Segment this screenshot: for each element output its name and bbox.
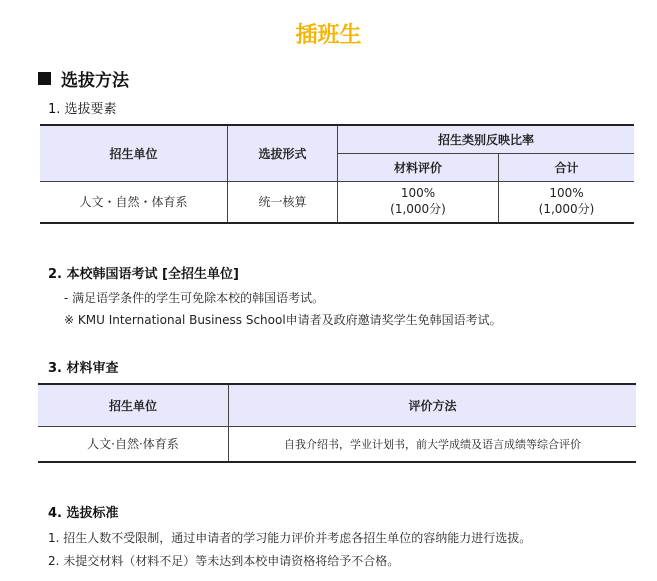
cell-material-score: (1,000分)	[390, 202, 446, 217]
table-row	[40, 181, 634, 223]
s3-heading: 3. 材料审查	[48, 361, 119, 376]
col-unit-header: 招生单位	[40, 125, 228, 181]
col-unit-header: 招生单位	[38, 384, 229, 426]
cell-unit: 人文・自然・体育系	[40, 181, 228, 223]
s2-line1: - 满足语学条件的学生可免除本校的韩国语考试。	[64, 291, 325, 305]
cell-method: 自我介绍书，学业计划书，前大学成绩及语言成绩等综合评价	[229, 426, 637, 462]
table-row	[38, 426, 636, 462]
s2-line2: ※ KMU International Business School申请者及政府邀请奖学生免韩国语考试。	[64, 313, 502, 327]
cell-unit: 人文·自然·体育系	[38, 426, 229, 462]
section-heading	[38, 66, 129, 91]
s1-heading: 1. 选拔要素	[48, 102, 117, 117]
col-ratio-header: 招生类别反映比率	[338, 125, 635, 153]
cell-total-pct: 100%	[549, 186, 584, 201]
selection-elements-table	[40, 124, 634, 224]
page-title: 插班生	[295, 23, 362, 48]
cell-material-pct: 100%	[400, 186, 436, 201]
col-material-header: 材料评价	[338, 153, 499, 181]
section-heading-text: 选拔方法	[61, 71, 129, 91]
document-review-table	[38, 383, 636, 463]
cell-form: 统一核算	[228, 181, 338, 223]
s4-line2: 2. 未提交材料（材料不足）等未达到本校申请资格将给予不合格。	[48, 554, 400, 568]
cell-material	[338, 181, 499, 223]
col-total-header: 合计	[499, 153, 635, 181]
s4-heading: 4. 选拔标准	[48, 506, 119, 521]
cell-total-score: (1,000分)	[538, 202, 595, 217]
cell-total	[499, 181, 635, 223]
col-form-header: 选拔形式	[228, 125, 338, 181]
square-bullet-icon	[38, 72, 51, 85]
s2-heading: 2. 本校韩国语考试 [全招生单位]	[48, 267, 239, 282]
s4-line1: 1. 招生人数不受限制，通过申请者的学习能力评价并考虑各招生单位的容纳能力进行选拔。	[48, 531, 532, 545]
col-method-header: 评价方法	[229, 384, 637, 426]
